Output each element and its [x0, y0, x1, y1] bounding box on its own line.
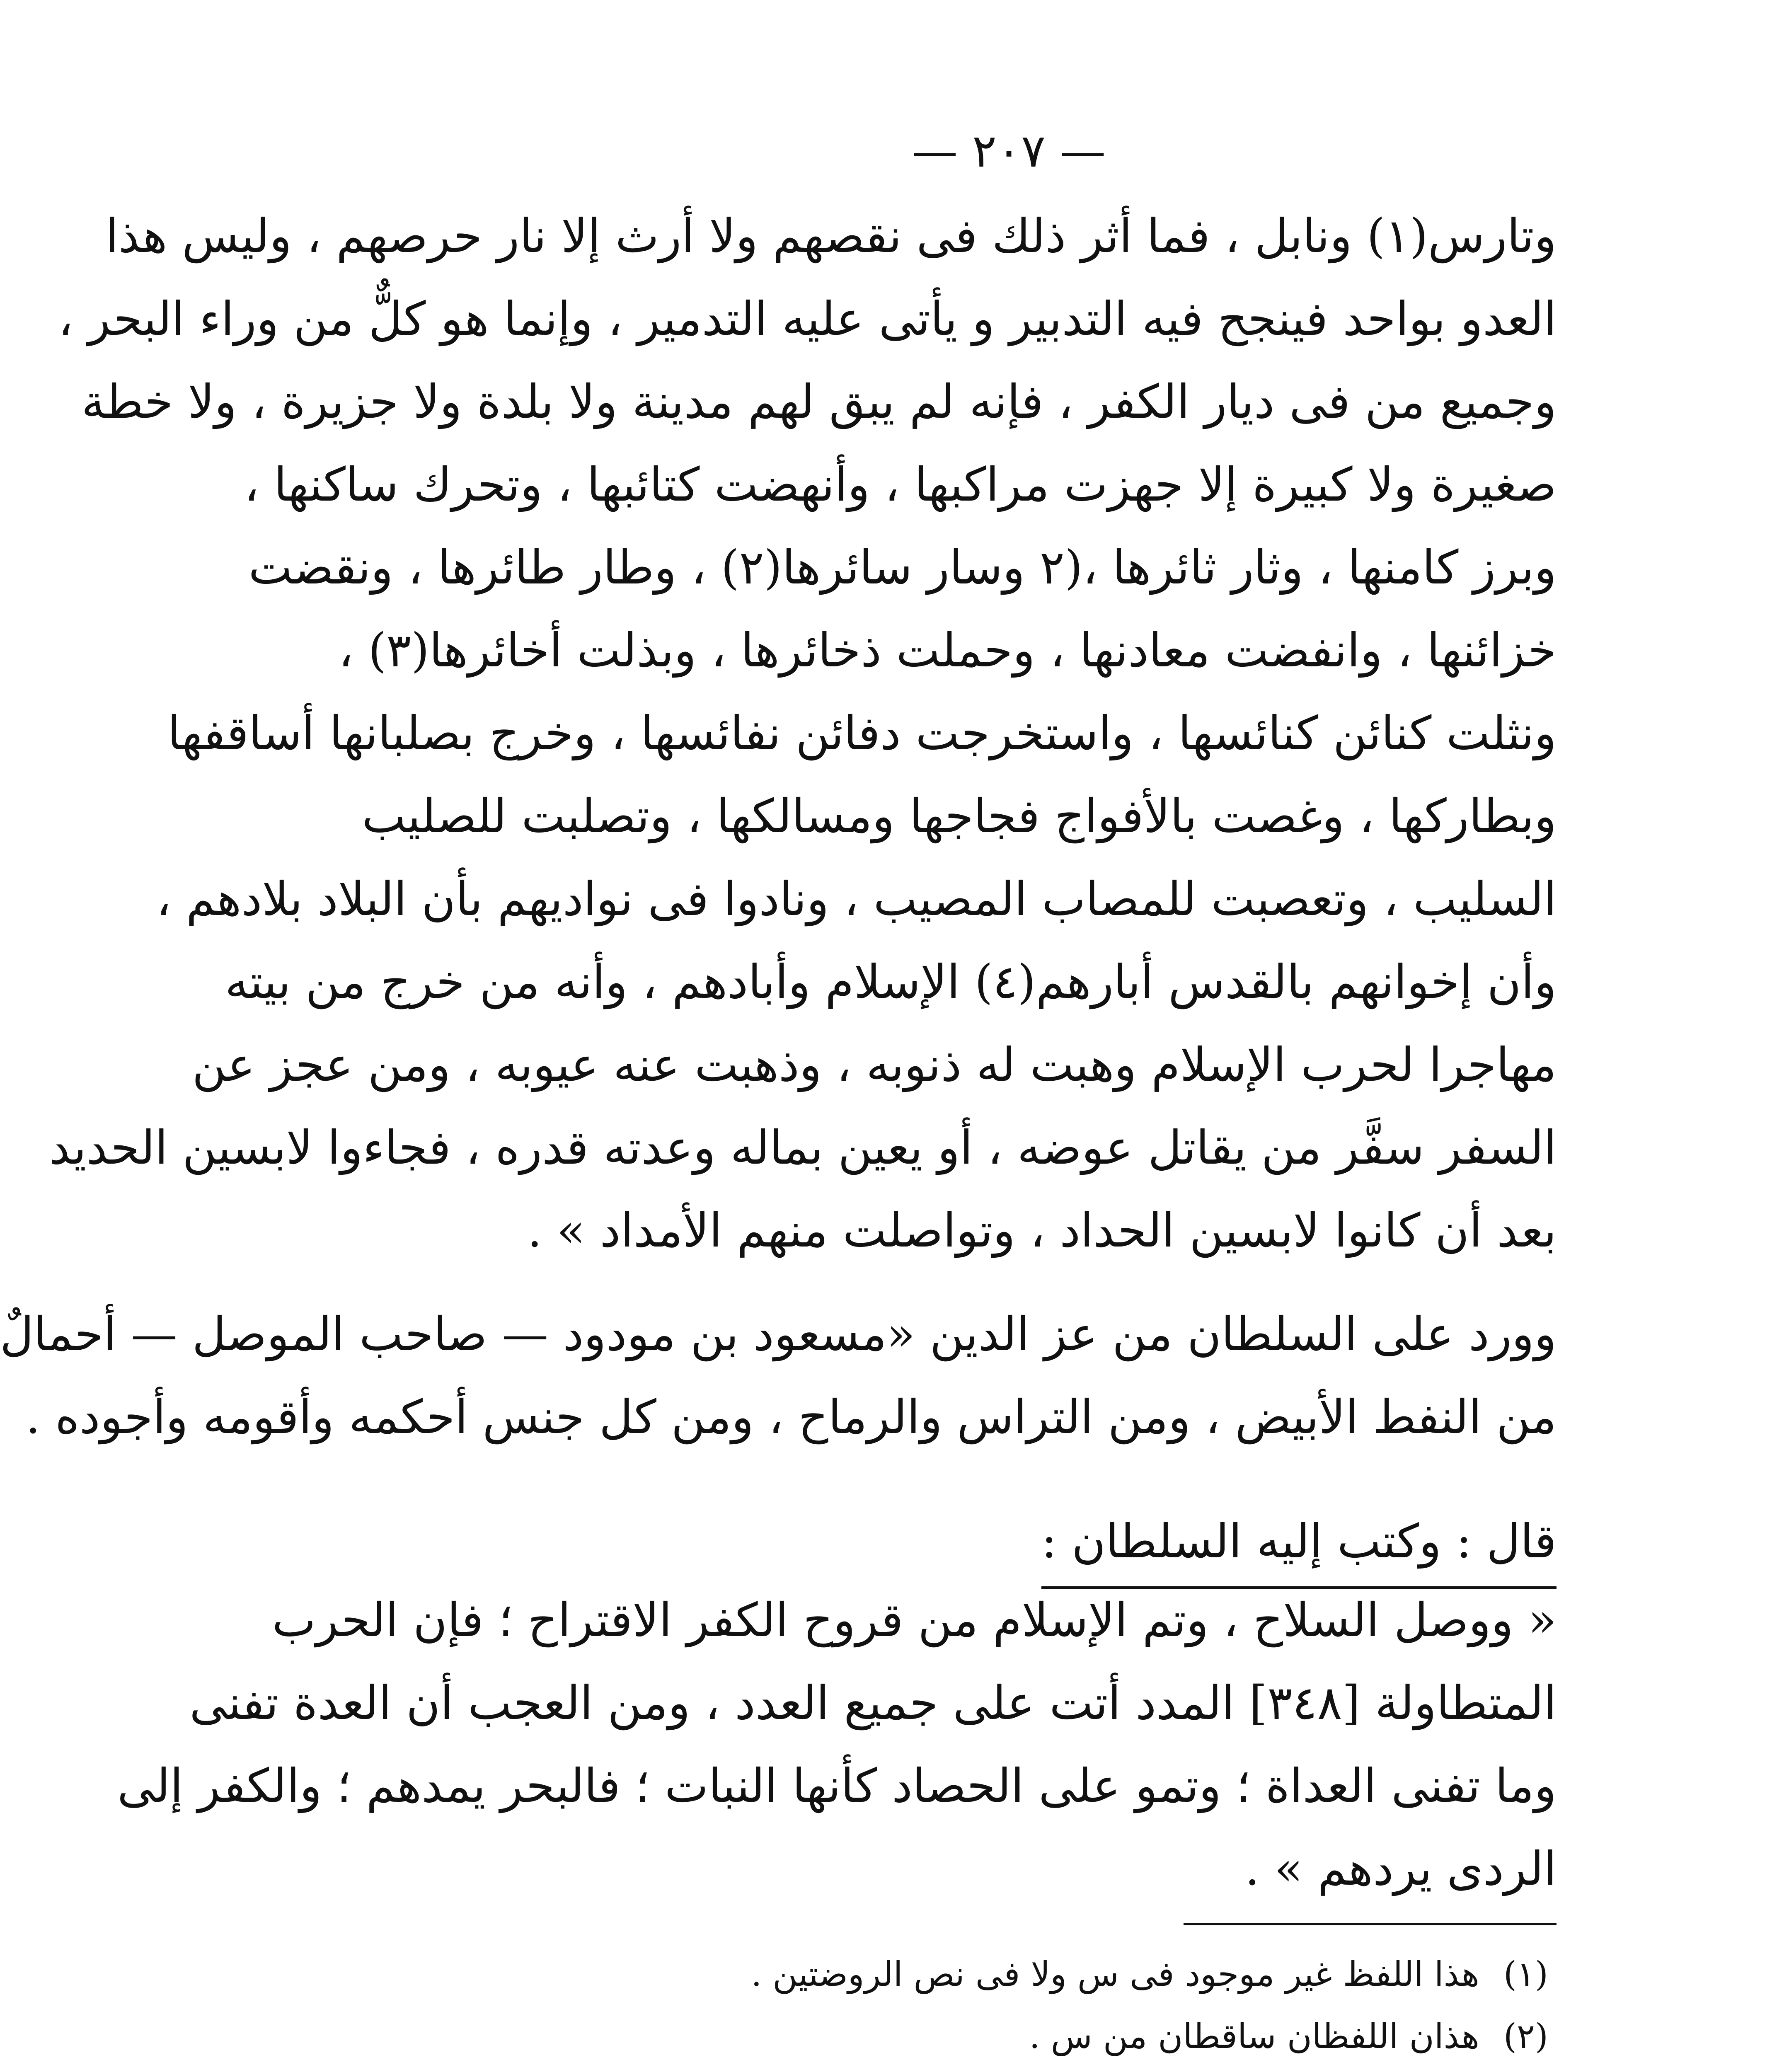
text-line: السليب ، وتعصبت للمصاب المصيب ، ونادوا فى نواديهم بأن البلاد بلادهم ، — [156, 872, 1557, 926]
text-line: وجميع من فى ديار الكفر ، فإنه لم يبق لهم مدينة ولا بلدة ولا جزيرة ، ولا خطة — [81, 375, 1557, 429]
footnote — [761, 2006, 1548, 2068]
footnotes — [751, 1944, 1548, 2072]
footnote-number — [1490, 2068, 1548, 2072]
text-line: « ووصل السلاح ، وتم الإسلام من قروح الكفر الاقتراح ؛ فإن الحرب — [272, 1593, 1557, 1647]
text-line: صغيرة ولا كبيرة إلا جهزت مراكبها ، وأنهضت كتائبها ، وتحرك ساكنها ، — [244, 458, 1557, 512]
paragraph-arms-shipment — [0, 1293, 1557, 1459]
page-number: — ٢٠٧ — — [912, 124, 1106, 177]
footnote-divider — [1184, 1923, 1557, 1925]
text-line: وورد على السلطان من عز الدين «مسعود بن مودود — صاحب الموصل — أحمالٌ — [0, 1307, 1557, 1361]
text-line: وبطاركها ، وغصت بالأفواج فجاجها ومسالكها ، وتصلبت للصليب — [362, 789, 1557, 843]
text-line: ونثلت كنائن كنائسها ، واستخرجت دفائن نفائسها ، وخرج بصلبانها أساقفها — [167, 707, 1557, 760]
paragraph-sultan-reply — [117, 1579, 1557, 1910]
text-line: السفر سفَّر من يقاتل عوضه ، أو يعين بماله وعدته قدره ، فجاءوا لابسين الحديد — [49, 1121, 1557, 1175]
text-line: خزائنها ، وانفضت معادنها ، وحملت ذخائرها ، وبذلت أخائرها(٣) ، — [338, 624, 1557, 678]
footnote-text: هذا اللفظ غير موجود فى س ولا فى نص الروضتين . — [751, 1955, 1479, 1994]
text-line: بعد أن كانوا لابسين الحداد ، وتواصلت منهم الأمداد » . — [527, 1204, 1557, 1258]
footnote-text: هذان اللفظان ساقطان من س . — [1029, 2017, 1479, 2056]
footnote — [751, 1944, 1548, 2006]
section-heading: قال : وكتب إليه السلطان : — [1041, 1500, 1557, 1589]
text-line: من النفط الأبيض ، ومن التراس والرماح ، ومن كل جنس أحكمه وأقومه وأجوده . — [25, 1390, 1557, 1444]
footnote-number: (١) — [1503, 1955, 1548, 1994]
text-line: الردى يردهم » . — [1245, 1842, 1557, 1896]
footnote — [761, 2068, 1548, 2072]
text-line: وما تفنى العداة ؛ وتمو على الحصاد كأنها النبات ؛ فالبحر يمدهم ؛ والكفر إلى — [117, 1759, 1557, 1813]
text-line: وتارس(١) ونابل ، فما أثر ذلك فى نقصهم ولا أرث إلا نار حرصهم ، وليس هذا — [105, 209, 1557, 263]
text-line: المتطاولة [٣٤٨] المدد أتت على جميع العدد ، ومن العجب أن العدة تفنى — [189, 1676, 1557, 1730]
text-line: وبرز كامنها ، وثار ثائرها ،(٢ وسار سائرها(٢) ، وطار طائرها ، ونقضت — [248, 541, 1557, 595]
footnote-number: (٢) — [1503, 2017, 1548, 2056]
text-line: العدو بواحد فينجح فيه التدبير و يأتى عليه التدمير ، وإنما هو كلٌّ من وراء البحر ، — [58, 292, 1557, 346]
text-line: وأن إخوانهم بالقدس أبارهم(٤) الإسلام وأبادهم ، وأنه من خرج من بيته — [225, 955, 1557, 1009]
text-line — [462, 1500, 1557, 1583]
paragraph-heading — [462, 1500, 1557, 1583]
paragraph-letter-excerpt — [49, 195, 1557, 1272]
text-line: مهاجرا لحرب الإسلام وهبت له ذنوبه ، وذهبت عنه عيوبه ، ومن عجز عن — [192, 1038, 1557, 1092]
